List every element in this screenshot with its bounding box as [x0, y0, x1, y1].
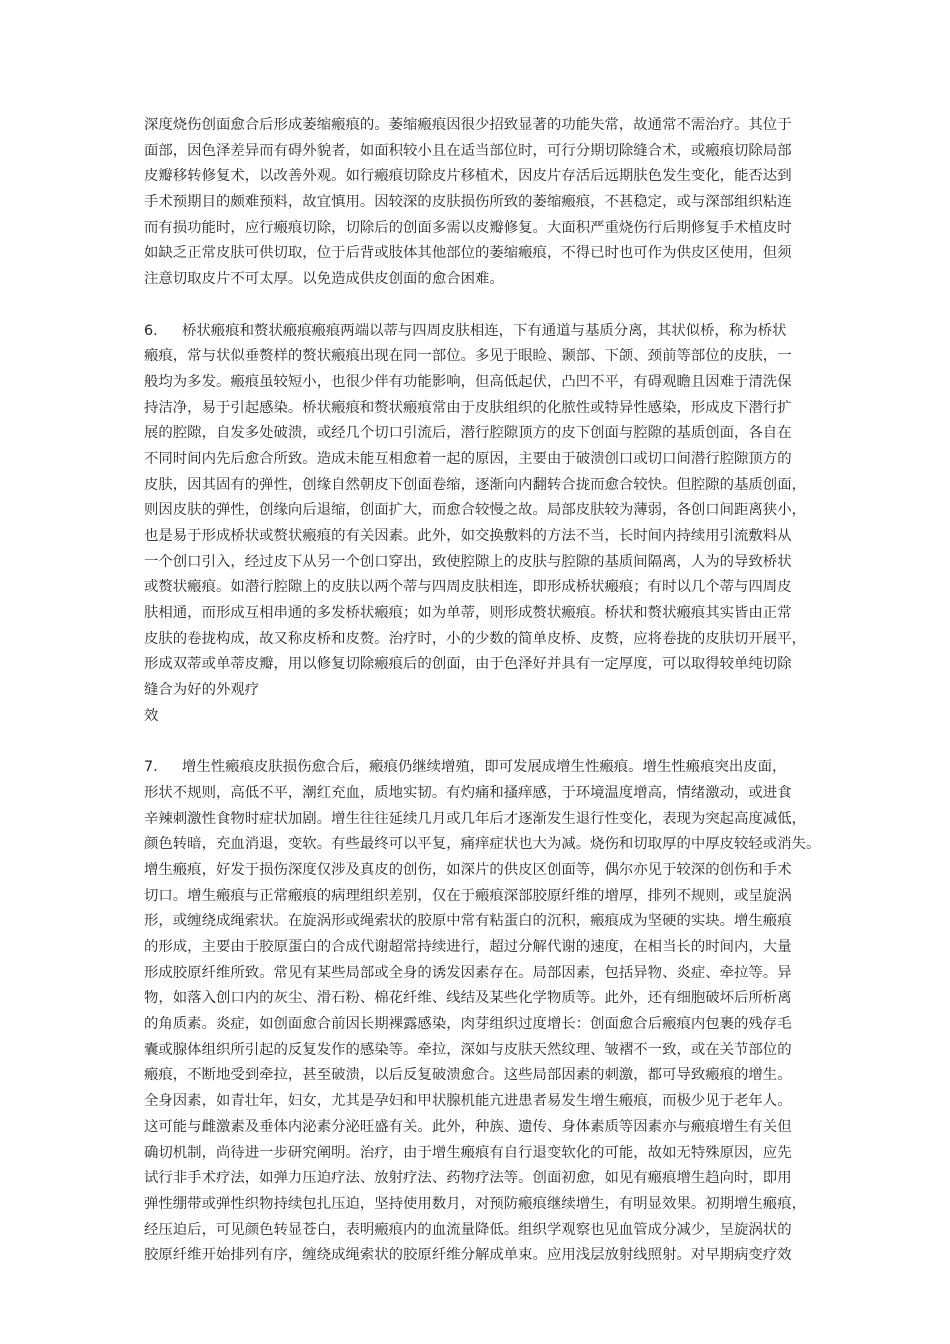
text-line: 切口。增生瘢痕与正常瘢痕的病理组织差别，仅在于瘢痕深部胶原纤维的增厚，排列不规则，或呈旋涡 [144, 887, 792, 904]
text-line: 形状不规则，高低不平，潮红充血，质地实韧。有灼痛和搔痒感，于环境温度增高，情绪激动，或进食 [144, 784, 792, 801]
paragraph-atrophic-scar [144, 113, 824, 293]
text-line [144, 319, 824, 345]
text-line: 全身因素，如青壮年，妇女，尤其是孕妇和甲状腺机能亢进患者易发生增生瘢痕，而极少见于老年人。 [144, 1093, 792, 1110]
text-line: 胶原纤维开始排列有序，缠绕成绳索状的胶原纤维分解成单束。应用浅层放射线照射。对早期病变疗效 [144, 1247, 792, 1264]
text-line: 形成胶原纤维所致。常见有某些局部或全身的诱发因素存在。局部因素，包括异物、炎症、牵拉等。异 [144, 964, 792, 981]
text-line: 瘢痕，不断地受到牵拉，甚至破溃，以后反复破溃愈合。这些局部因素的刺激，都可导致瘢痕的增生。 [144, 1067, 792, 1084]
paragraph-number: 7. [144, 759, 158, 776]
text-line: 瘢痕，常与状似垂赘样的赘状瘢痕出现在同一部位。多见于眼睑、颞部、下颌、颈前等部位的皮肤，一 [144, 348, 792, 365]
text-line: 皮肤，因其固有的弹性，创缘自然朝皮下创面卷缩，逐渐向内翻转合拢而愈合较快。但腔隙的基质创面， [144, 476, 806, 493]
text-line: 辛辣刺激性食物时症状加剧。增生往往延续几月或几年后才逐渐发生退行性变化，表现为突起高度减低， [144, 810, 806, 827]
text-line: 面部，因色泽差异而有碍外貌者，如面积较小且在适当部位时，可行分期切除缝合术，或瘢痕切除局部 [144, 142, 792, 159]
text-line: 形，或缠绕成绳索状。在旋涡形或绳索状的胶原中常有粘蛋白的沉积，瘢痕成为坚硬的实块。增生瘢痕 [144, 913, 792, 930]
text-line: 深度烧伤创面愈合后形成萎缩瘢痕的。萎缩瘢痕因很少招致显著的功能失常，故通常不需治疗。其位于 [144, 117, 792, 133]
document-body [144, 113, 824, 1269]
text-line: 般均为多发。瘢痕虽较短小，也很少伴有功能影响，但高低起伏，凸凹不平，有碍观瞻且因难于清洗保 [144, 373, 792, 390]
text-line-content: 桥状瘢痕和赘状瘢痕瘢痕两端以蒂与四周皮肤相连，下有通道与基质分离，其状似桥，称为桥状 [182, 322, 787, 339]
text-line: 弹性绷带或弹性织物持续包扎压迫，坚持使用数月，对预防瘢痕继续增生，有明显效果。初期增生瘢痕， [144, 1195, 806, 1212]
text-line: 注意切取皮片不可太厚。以免造成供皮创面的愈合困难。 [144, 271, 504, 288]
paragraph-spacer [144, 730, 824, 756]
text-line: 效 [144, 707, 159, 724]
text-line: 缝合为好的外观疗 [144, 682, 260, 699]
text-line: 如缺乏正常皮肤可供切取，位于后背或肢体其他部位的萎缩瘢痕，不得已时也可作为供皮区使用，但须 [144, 245, 792, 262]
text-line: 增生瘢痕，好发于损伤深度仅涉及真皮的创伤，如深片的供皮区创面等，偶尔亦见于较深的创伤和手术 [144, 861, 792, 878]
paragraph-number: 6. [144, 322, 158, 339]
paragraph-bridge-scar [144, 319, 824, 730]
text-line: 则因皮肤的弹性，创缘向后退缩，创面扩大，而愈合较慢之故。局部皮肤较为薄弱，各创口间距离狭小， [144, 502, 806, 519]
text-line: 皮肤的卷拢构成，故又称皮桥和皮赘。治疗时，小的少数的简单皮桥、皮赘，应将卷拢的皮肤切开展平， [144, 630, 806, 647]
text-line: 也是易于形成桥状或赘状瘢痕的有关因素。此外，如交换敷料的方法不当，长时间内持续用引流敷料从 [144, 528, 792, 544]
text-line: 肤相通，而形成互相串通的多发桥状瘢痕；如为单蒂，则形成赘状瘢痕。桥状和赘状瘢痕其实皆由正常 [144, 605, 792, 622]
text-line: 形成双蒂或单蒂皮瓣，用以修复切除瘢痕后的创面，由于色泽好并具有一定厚度，可以取得较单纯切除 [144, 656, 792, 673]
text-line: 确切机制，尚待进一步研究阐明。治疗，由于增生瘢痕有自行退变软化的可能，故如无特殊原因，应先 [144, 1144, 792, 1161]
text-line: 皮瓣移转修复术，以改善外观。如行瘢痕切除皮片移植术，因皮片存活后远期肤色发生变化，能否达到 [144, 168, 792, 185]
text-line: 颜色转暗，充血消退，变软。有些最终可以平复，痛痒症状也大为减。烧伤和切取厚的中厚皮较轻或消失。 [144, 836, 821, 853]
text-line: 不同时间内先后愈合所致。造成未能互相愈着一起的原因，主要由于破溃创口或切口间潜行腔隙顶方的 [144, 450, 792, 467]
text-line-content: 增生性瘢痕皮肤损伤愈合后，瘢痕仍继续增殖，即可发展成增生性瘢痕。增生性瘢痕突出皮面， [182, 759, 787, 776]
text-line: 或赘状瘢痕。如潜行腔隙上的皮肤以两个蒂与四周皮肤相连，即形成桥状瘢痕；有时以几个蒂与四周皮 [144, 579, 792, 596]
text-line: 持洁净，易于引起感染。桥状瘢痕和赘状瘢痕常由于皮肤组织的化脓性或特异性感染，形成皮下潜行扩 [144, 399, 792, 416]
text-line: 囊或腺体组织所引起的反复发作的感染等。牵拉，深如与皮肤天然纹理、皱褶不一致，或在关节部位的 [144, 1041, 792, 1058]
text-line: 一个创口引入，经过皮下从另一个创口穿出，致使腔隙上的皮肤与腔隙的基质间隔离，人为的导致桥状 [144, 553, 792, 570]
text-line: 试行非手术疗法，如弹力压迫疗法、放射疗法、药物疗法等。创面初愈，如见有瘢痕增生趋向时，即用 [144, 1170, 792, 1187]
text-line: 的角质素。炎症，如创面愈合前因长期裸露感染，肉芽组织过度增长：创面愈合后瘢痕内包裹的残存毛 [144, 1016, 792, 1033]
text-line: 的形成，主要由于胶原蛋白的合成代谢超常持续进行，超过分解代谢的速度，在相当长的时间内，大量 [144, 939, 792, 955]
text-line: 经压迫后，可见颜色转显苍白，表明瘢痕内的血流量降低。组织学观察也见血管成分减少，呈旋涡状的 [144, 1221, 792, 1238]
paragraph-hypertrophic-scar [144, 755, 824, 1269]
text-line: 物，如落入创口内的灰尘、滑石粉、棉花纤维、线结及某些化学物质等。此外，还有细胞破坏后所析离 [144, 990, 792, 1007]
text-line: 手术预期目的颇难预料，故宜慎用。因较深的皮肤损伤所致的萎缩瘢痕，不甚稳定，或与深部组织粘连 [144, 194, 792, 211]
text-line: 这可能与雌激素及垂体内泌素分泌旺盛有关。此外，种族、遗传、身体素质等因素亦与瘢痕增生有关但 [144, 1118, 792, 1135]
text-line [144, 755, 824, 781]
text-line: 展的腔隙，自发多处破溃，或经几个切口引流后，潜行腔隙顶方的皮下创面与腔隙的基质创面，各自在 [144, 425, 792, 442]
paragraph-spacer [144, 293, 824, 319]
text-line: 而有损功能时，应行瘢痕切除，切除后的创面多需以皮瓣修复。大面积严重烧伤行后期修复手术植皮时 [144, 219, 792, 236]
